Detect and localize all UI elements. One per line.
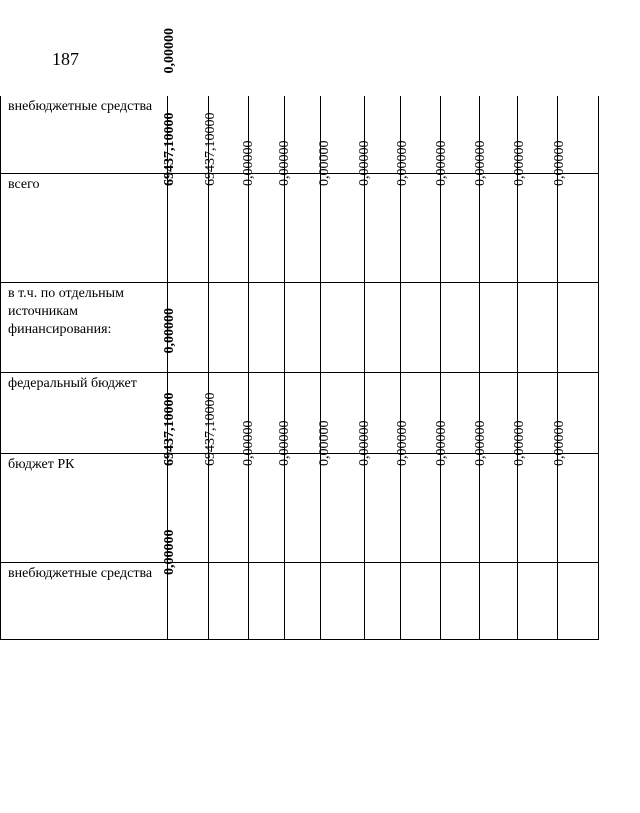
value-cell bbox=[472, 420, 518, 562]
cell-value: 0,00000 bbox=[394, 420, 410, 466]
value-cell bbox=[321, 562, 365, 639]
value-cell bbox=[434, 140, 480, 282]
total-value: 69437,10000 bbox=[162, 112, 177, 186]
value-cell bbox=[321, 282, 365, 372]
cell-value: 0,00000 bbox=[276, 420, 292, 466]
cell-value: 0,00000 bbox=[356, 140, 372, 186]
cell-value: 0,00000 bbox=[552, 420, 567, 466]
cell-value: 0,00000 bbox=[316, 420, 332, 466]
value-cell bbox=[209, 562, 249, 639]
value-cell bbox=[511, 140, 558, 282]
value-cell bbox=[240, 420, 285, 562]
value-cell bbox=[441, 562, 480, 639]
total-value: 69437,10000 bbox=[162, 392, 177, 466]
table-row bbox=[1, 282, 599, 372]
total-cell bbox=[162, 112, 209, 282]
value-cell bbox=[480, 282, 518, 372]
value-cell bbox=[480, 562, 518, 639]
cell-value: 0,00000 bbox=[316, 140, 332, 186]
cell-value: 0,00000 bbox=[240, 420, 256, 466]
cell-value: 0,00000 bbox=[511, 140, 527, 186]
table-row bbox=[1, 372, 599, 453]
cell-value: 69437,10000 bbox=[202, 112, 218, 186]
value-cell bbox=[552, 140, 599, 282]
value-cell bbox=[285, 562, 321, 639]
value-cell bbox=[434, 420, 480, 562]
value-cell bbox=[356, 420, 401, 562]
table-row bbox=[1, 96, 599, 173]
value-cell bbox=[365, 282, 401, 372]
value-cell bbox=[472, 140, 518, 282]
row-label: бюджет РК bbox=[1, 453, 168, 562]
value-cell bbox=[276, 420, 321, 562]
table-row bbox=[1, 453, 599, 562]
value-cell bbox=[240, 140, 285, 282]
cell-value: 69437,10000 bbox=[202, 392, 218, 466]
value-cell bbox=[401, 562, 441, 639]
row-label: внебюджетные средства bbox=[1, 562, 168, 639]
value-cell bbox=[276, 140, 321, 282]
row-label: внебюджетные средства bbox=[1, 96, 168, 173]
value-cell bbox=[558, 562, 599, 639]
value-cell bbox=[356, 140, 401, 282]
value-cell bbox=[249, 562, 285, 639]
value-cell bbox=[518, 562, 558, 639]
cell-value: 0,00000 bbox=[356, 420, 372, 466]
value-cell bbox=[552, 420, 599, 562]
value-cell bbox=[558, 282, 599, 372]
cell-value: 0,00000 bbox=[434, 420, 449, 466]
value-cell bbox=[249, 282, 285, 372]
value-cell bbox=[401, 282, 441, 372]
total-value: 0,00000 bbox=[162, 308, 177, 354]
value-cell bbox=[518, 282, 558, 372]
cell-value: 0,00000 bbox=[472, 420, 488, 466]
total-cell bbox=[162, 529, 209, 639]
cell-value: 0,00000 bbox=[552, 140, 567, 186]
value-cell bbox=[394, 420, 441, 562]
value-cell bbox=[394, 140, 441, 282]
total-value: 0,00000 bbox=[162, 529, 177, 575]
cell-value: 0,00000 bbox=[472, 140, 488, 186]
value-cell bbox=[316, 420, 365, 562]
cell-value: 0,00000 bbox=[276, 140, 292, 186]
cell-value: 0,00000 bbox=[511, 420, 527, 466]
row-label: всего bbox=[1, 173, 168, 282]
value-cell bbox=[285, 282, 321, 372]
cell-value: 0,00000 bbox=[240, 140, 256, 186]
value-cell bbox=[209, 282, 249, 372]
value-cell bbox=[365, 562, 401, 639]
cell-value: 0,00000 bbox=[434, 140, 449, 186]
table-row bbox=[1, 562, 599, 639]
cell-value: 0,00000 bbox=[394, 140, 410, 186]
row-label: федеральный бюджет bbox=[1, 372, 168, 453]
value-cell bbox=[316, 140, 365, 282]
page-number: 187 bbox=[52, 49, 79, 69]
row-label: в т.ч. по отдельным источникам финансирования: bbox=[1, 282, 168, 372]
value-cell bbox=[441, 282, 480, 372]
value-cell bbox=[511, 420, 558, 562]
total-value: 0,00000 bbox=[162, 28, 177, 74]
table-row bbox=[1, 173, 599, 282]
